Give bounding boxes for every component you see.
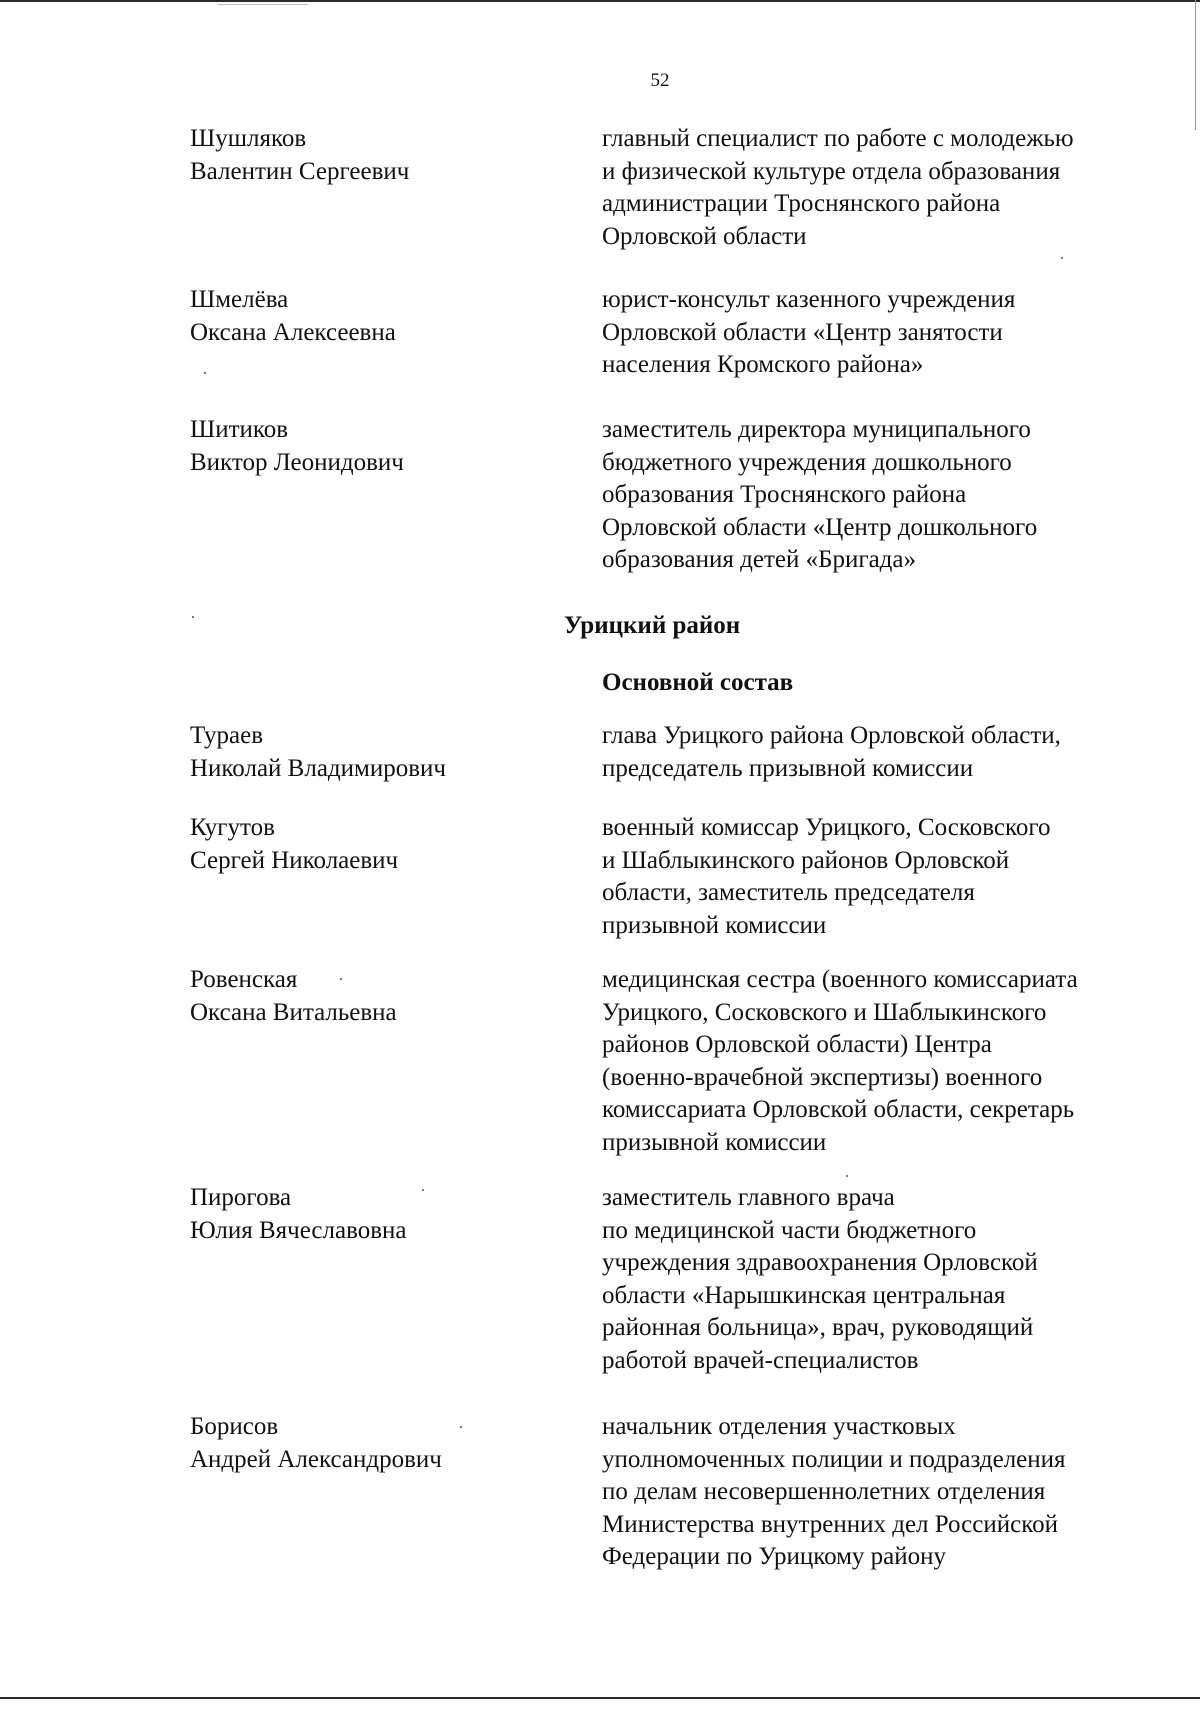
member-position: заместитель директора муниципального бюджетного учреждения дошкольного образования Троснянского района Орловской области «Центр дошкольного образования детей «Бригада»	[602, 416, 1038, 573]
page-number: 52	[650, 70, 670, 91]
scan-speck	[460, 1426, 462, 1428]
member-name: Ровенская Оксана Витальевна	[190, 966, 397, 1026]
scan-speck	[204, 372, 206, 374]
member-position: юрист-консульт казенного учреждения Орловской области «Центр занятости населения Кромского района»	[602, 286, 1016, 378]
member-name: Тураев Николай Владимирович	[190, 722, 446, 782]
member-position: глава Урицкого района Орловской области, председатель призывной комиссии	[602, 722, 1061, 782]
member-name: Пирогова Юлия Вячеславовна	[190, 1184, 407, 1244]
scan-top-mark	[218, 4, 308, 5]
member-name: Шмелёва Оксана Алексеевна	[190, 286, 396, 346]
scan-right-border	[1195, 0, 1196, 130]
composition-heading: Основной состав	[602, 669, 794, 696]
scan-speck	[422, 1189, 424, 1191]
scan-speck	[846, 1175, 848, 1177]
scan-speck	[1061, 257, 1063, 259]
scan-speck	[340, 978, 342, 980]
member-name: Борисов Андрей Александрович	[190, 1413, 442, 1473]
member-position: начальник отделения участковых уполномоченных полиции и подразделения по делам несовершеннолетних отделения Министерства внутренних дел Российской Федерации по Урицкому району	[602, 1413, 1066, 1570]
scan-top-border	[0, 0, 1200, 2]
member-position: заместитель главного врача по медицинской части бюджетного учреждения здравоохранения Орловской области «Нарышкинская центральная районная больница», врач, руководящий работой врачей-специалистов	[602, 1184, 1038, 1374]
member-position: военный комиссар Урицкого, Сосковского и Шаблыкинского районов Орловской области, заместитель председателя призывной комиссии	[602, 814, 1051, 939]
member-position: медицинская сестра (военного комиссариата Урицкого, Сосковского и Шаблыкинского районов Орловской области) Центра (военно-врачебной экспертизы) военного комиссариата Орловской области, секретарь призывной комиссии	[602, 966, 1078, 1156]
member-name: Шушляков Валентин Сергеевич	[190, 125, 410, 185]
member-position: главный специалист по работе с молодежью и физической культуре отдела образования администрации Троснянского района Орловской области	[602, 125, 1074, 250]
scan-bottom-border	[0, 1697, 1200, 1699]
district-heading: Урицкий район	[564, 612, 741, 639]
member-name: Кугутов Сергей Николаевич	[190, 814, 399, 874]
member-name: Шитиков Виктор Леонидович	[190, 416, 404, 476]
scan-speck	[192, 616, 194, 618]
